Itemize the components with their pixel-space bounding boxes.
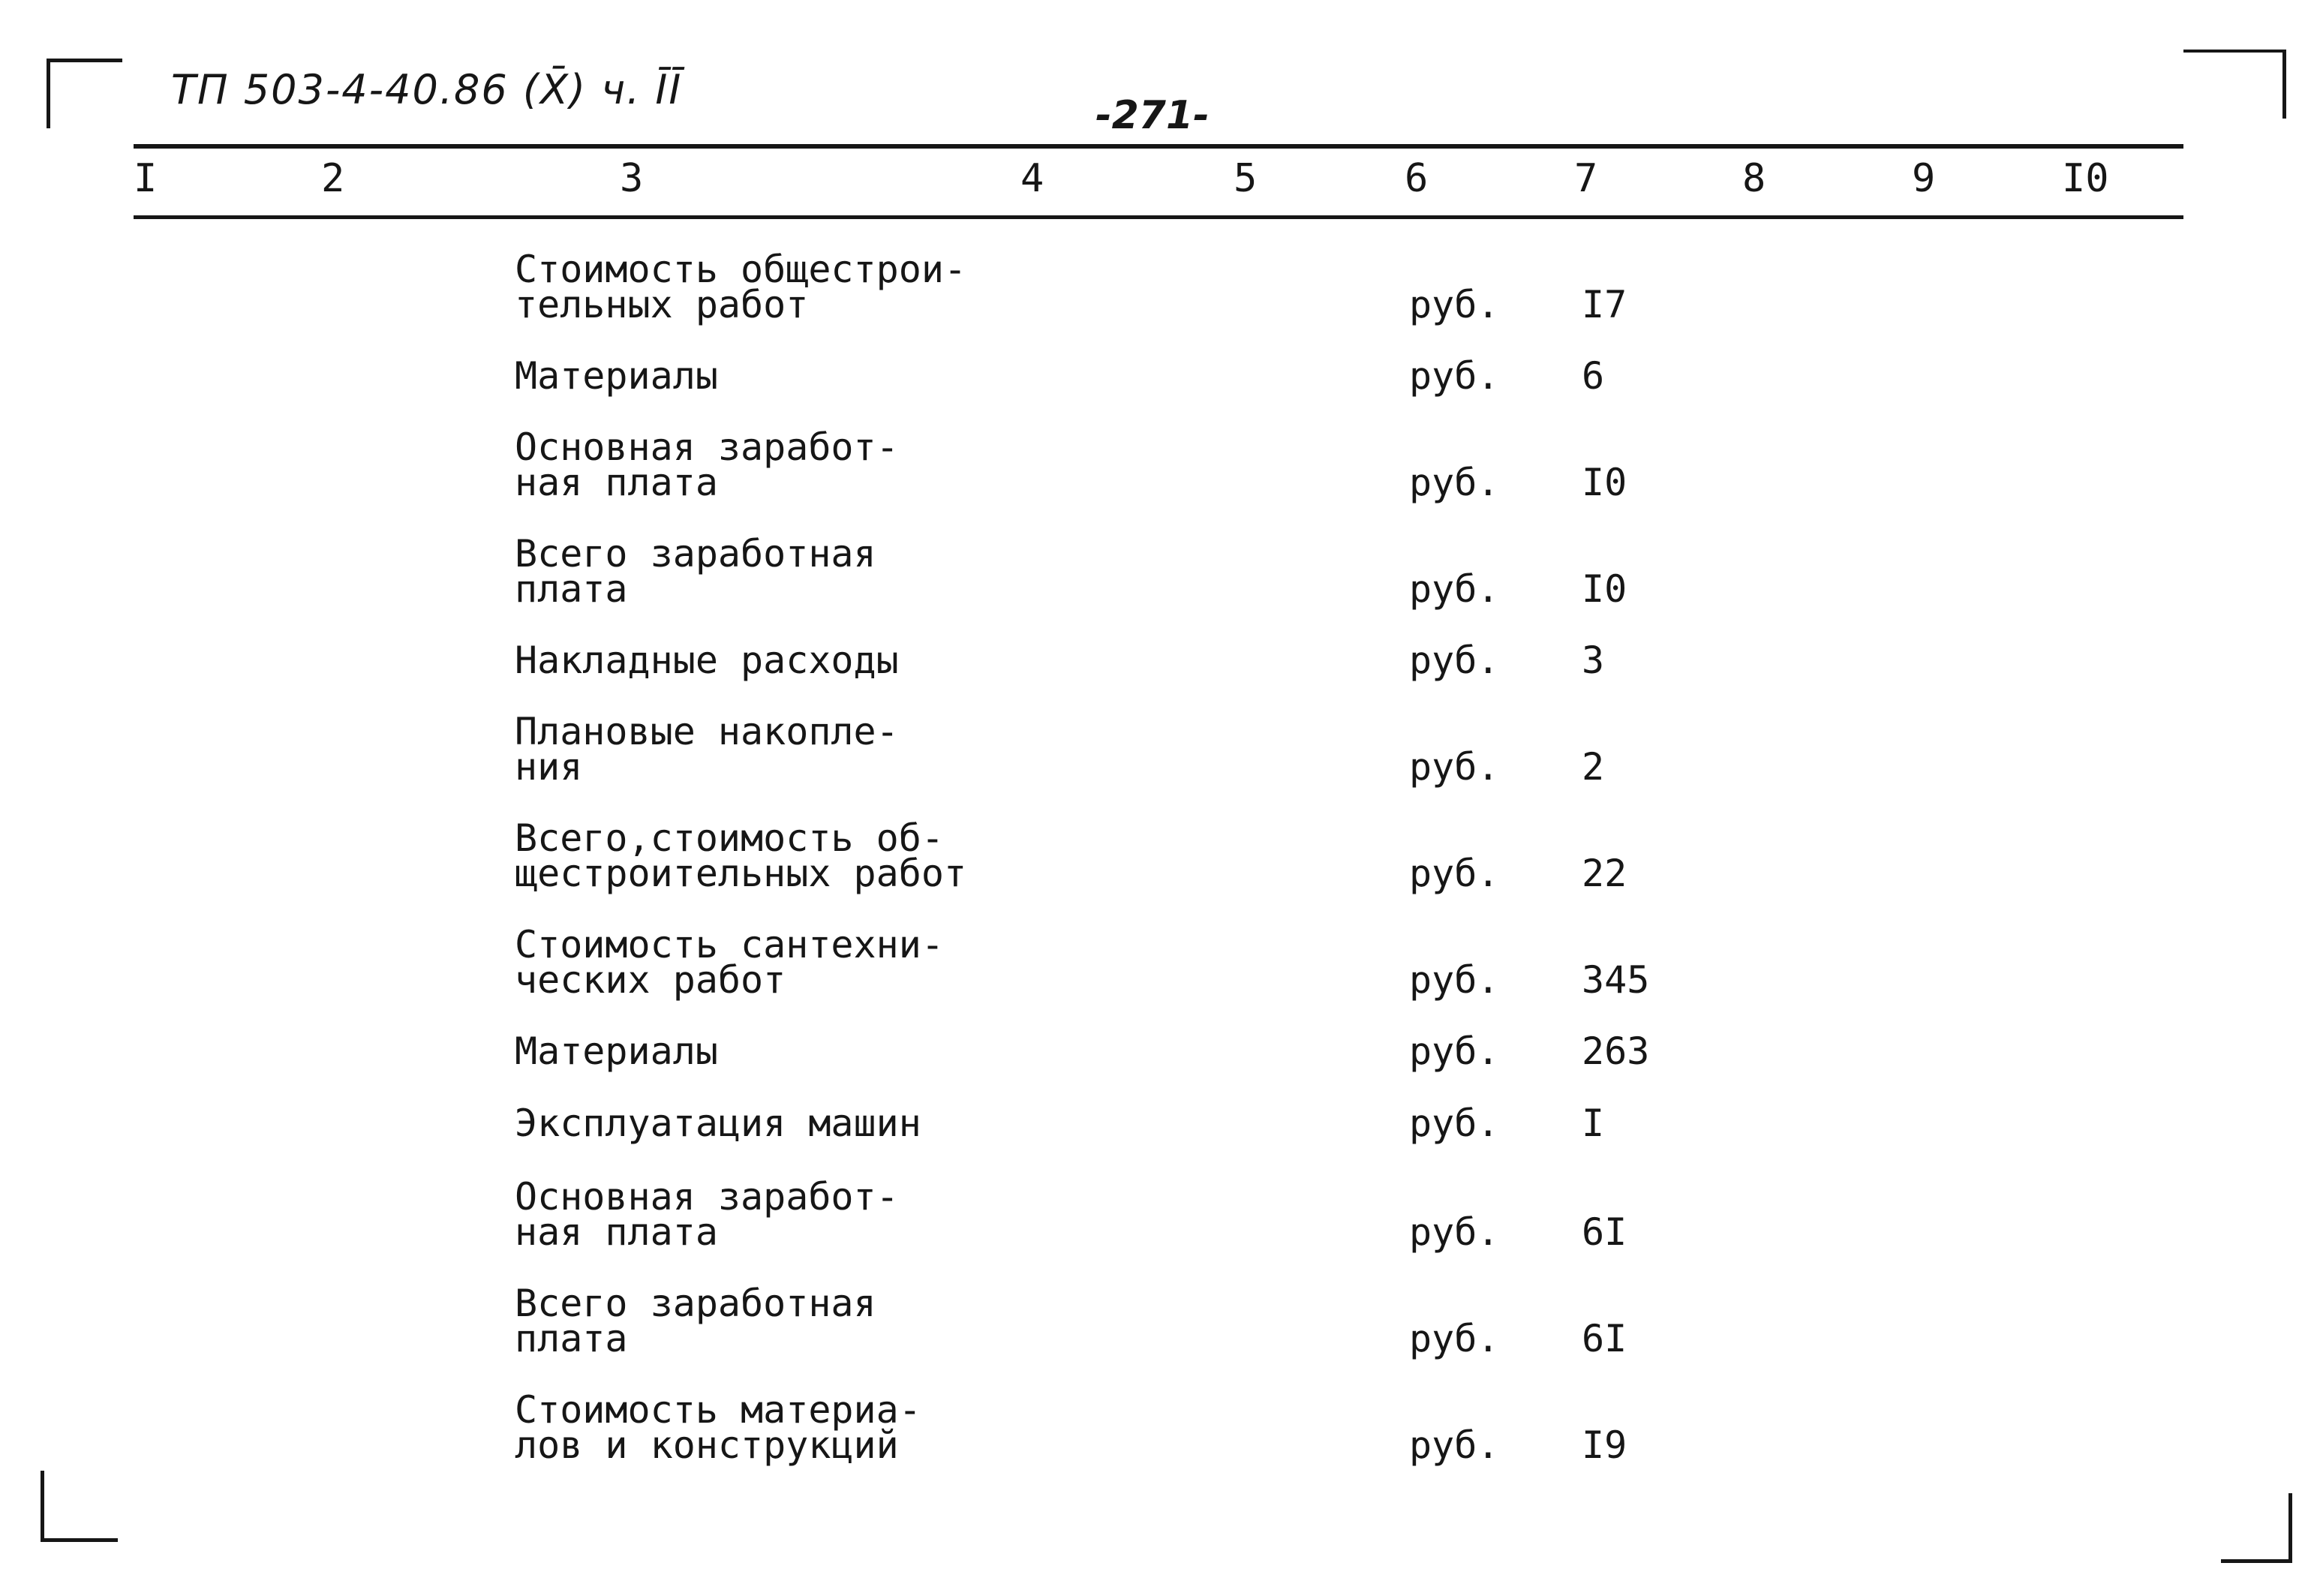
row-label: Основная заработ- ная плата — [515, 425, 899, 504]
row-unit: руб. — [1409, 852, 1500, 895]
row-value: I — [1582, 1102, 1605, 1145]
table-row — [0, 248, 2305, 350]
row-label: Всего заработная плата — [515, 532, 876, 611]
row-value: 22 — [1582, 852, 1627, 895]
row-value: 6I — [1582, 1210, 1627, 1254]
row-value: I9 — [1582, 1423, 1627, 1467]
column-number: 3 — [620, 156, 644, 201]
page-number: -271- — [1095, 93, 1210, 138]
document-code: ТП 503-4-40.86 (X̄) ч. ĪĪ — [171, 66, 683, 113]
row-value: I7 — [1582, 283, 1627, 326]
row-unit: руб. — [1409, 958, 1500, 1002]
column-number: 5 — [1234, 156, 1258, 201]
row-label: Всего заработная плата — [515, 1282, 876, 1360]
row-value: 2 — [1582, 745, 1605, 789]
row-label: Всего,стоимость об- щестроительных работ — [515, 816, 967, 895]
table-row — [0, 710, 2305, 812]
table-row — [0, 816, 2305, 918]
row-value: I0 — [1582, 567, 1627, 611]
row-label: Стоимость сантехни- ческих работ — [515, 923, 944, 1002]
column-number: I — [134, 156, 158, 201]
table-row — [0, 1175, 2305, 1277]
row-unit: руб. — [1409, 461, 1500, 504]
row-label: Накладные расходы — [515, 639, 899, 682]
table-top-rule — [134, 144, 2183, 149]
corner-mark-top-left — [47, 59, 122, 128]
row-label: Плановые накопле- ния — [515, 710, 899, 789]
row-unit: руб. — [1409, 1029, 1500, 1073]
row-label: Эксплуатация машин — [515, 1102, 921, 1145]
row-unit: руб. — [1409, 1423, 1500, 1467]
row-label: Материалы — [515, 354, 718, 398]
row-unit: руб. — [1409, 354, 1500, 398]
column-number: 6 — [1405, 156, 1429, 201]
row-unit: руб. — [1409, 1317, 1500, 1360]
corner-mark-bottom-right — [2221, 1493, 2292, 1563]
table-header-rule — [134, 215, 2183, 219]
table-row — [0, 923, 2305, 1025]
row-unit: руб. — [1409, 567, 1500, 611]
column-number: 2 — [321, 156, 345, 201]
row-value: 6 — [1582, 354, 1605, 398]
row-unit: руб. — [1409, 1102, 1500, 1145]
row-unit: руб. — [1409, 745, 1500, 789]
row-value: I0 — [1582, 461, 1627, 504]
column-number: 7 — [1574, 156, 1598, 201]
table-row — [0, 425, 2305, 527]
row-value: 345 — [1582, 958, 1650, 1002]
column-number: 4 — [1020, 156, 1044, 201]
table-row — [0, 1282, 2305, 1384]
column-number: I0 — [2062, 156, 2109, 201]
row-value: 6I — [1582, 1317, 1627, 1360]
column-number: 8 — [1742, 156, 1766, 201]
row-value: 3 — [1582, 639, 1605, 682]
row-unit: руб. — [1409, 283, 1500, 326]
row-label: Стоимость материа- лов и конструкций — [515, 1388, 921, 1467]
table-row — [0, 532, 2305, 634]
row-label: Основная заработ- ная плата — [515, 1175, 899, 1254]
column-number: 9 — [1912, 156, 1936, 201]
row-unit: руб. — [1409, 1210, 1500, 1254]
row-label: Материалы — [515, 1029, 718, 1073]
table-row — [0, 1388, 2305, 1490]
row-label: Стоимость общестрои- тельных работ — [515, 248, 967, 326]
row-unit: руб. — [1409, 639, 1500, 682]
corner-mark-top-right — [2183, 50, 2286, 119]
row-value: 263 — [1582, 1029, 1650, 1073]
